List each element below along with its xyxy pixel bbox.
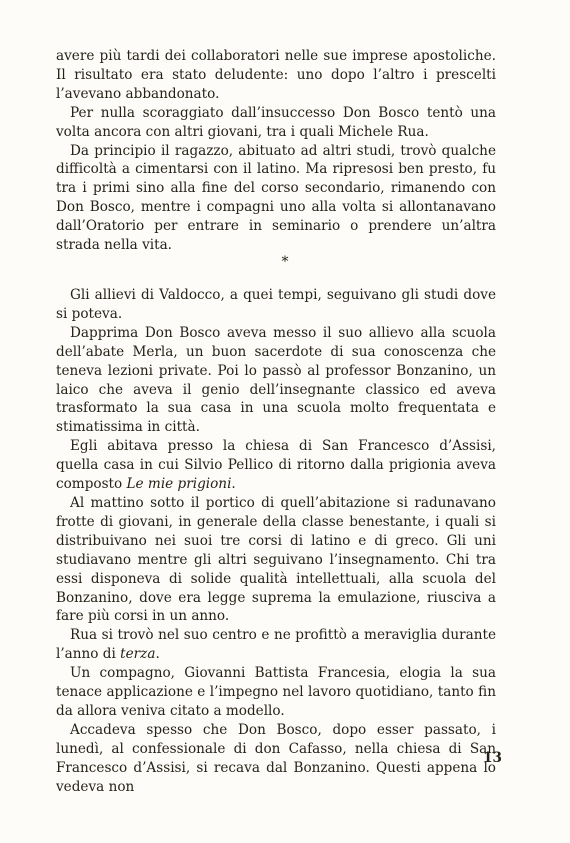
page-number: 13	[483, 750, 502, 766]
text-section-2	[56, 286, 496, 796]
section-separator: *	[281, 254, 289, 270]
paragraph-text: Egli abitava presso la chiesa di San Francesco d’Assisi, quella casa in cui Silvio Pellico di ritorno dalla prigionia aveva composto	[56, 438, 496, 493]
paragraph	[56, 626, 496, 664]
paragraph: Per nulla scoraggiato dall’insuccesso Don Bosco tentò una volta ancora con altri giovani, tra i quali Michele Rua.	[56, 104, 496, 140]
book-title: Le mie prigioni	[126, 476, 232, 493]
paragraph: Da principio il ragazzo, abituato ad altri studi, trovò qualche difficoltà a cimentarsi con il latino. Ma ripresosi ben presto, fu tra i primi sino alla fine del corso secondario, rimanendo con Don Bosco, mentre i compagni uno alla volta si allontanavano dall’Oratorio per entrare in seminario o prendere un’altra strada nella vita.	[56, 142, 496, 254]
paragraph	[56, 437, 496, 494]
paragraph-text: .	[155, 646, 160, 663]
paragraph: Al mattino sotto il portico di quell’abitazione si radunavano frotte di giovani, in generale della classe benestante, i quali si distribuivano nei suoi tre corsi di latino e di greco. Gli uni studiavano mentre gli altri seguivano l’insegnamento. Chi tra essi disponeva di solide qualità intellettuali, alla scuola del Bonzanino, dove era legge suprema la emulazione, riusciva a fare più corsi in un anno.	[56, 494, 496, 625]
text-section-1	[56, 47, 496, 255]
paragraph-text: Rua si trovò nel suo centro e ne profittò a meraviglia durante l’anno di	[56, 627, 496, 663]
paragraph-text: .	[231, 476, 236, 493]
paragraph: Gli allievi di Valdocco, a quei tempi, seguivano gli studi dove si poteva.	[56, 287, 496, 322]
paragraph: Un compagno, Giovanni Battista Francesia, elogia la sua tenace applicazione e l’impegno nel lavoro quotidiano, tanto fin da allora veniva citato a modello.	[56, 665, 496, 719]
paragraph: Dapprima Don Bosco aveva messo il suo allievo alla scuola dell’abate Merla, un buon sacerdote di sua conoscenza che teneva lezioni private. Poi lo passò al professor Bonzanino, un laico che aveva il genio dell’insegnante classico ed aveva trasformato la sua casa in una scuola molto frequentata e stimatissima in città.	[56, 324, 496, 436]
italic-term: terza	[120, 646, 156, 663]
paragraph-continuation: avere più tardi dei collaboratori nelle sue imprese apostoliche. Il risultato era stato deludente: uno dopo l’altro i prescelti l’avevano abbandonato.	[56, 48, 496, 102]
paragraph: Accadeva spesso che Don Bosco, dopo esser passato, i lunedì, al confessionale di don Cafasso, nella chiesa di San Francesco d’Assisi, si recava dal Bonzanino. Questi appena lo vedeva non	[56, 721, 496, 795]
